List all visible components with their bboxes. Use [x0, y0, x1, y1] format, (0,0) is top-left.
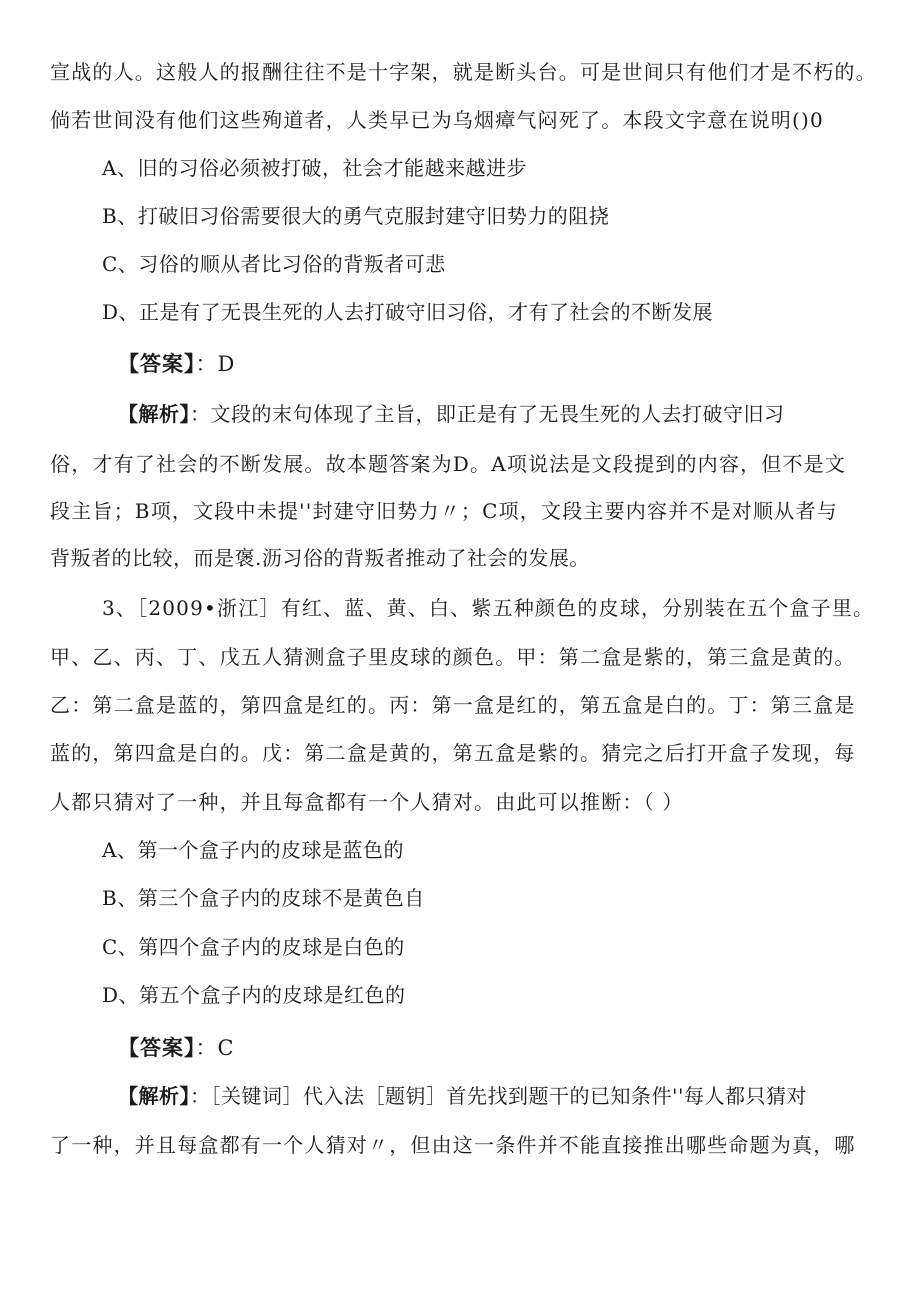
paragraph-line: 倘若世间没有他们这些殉道者，人类早已为乌烟瘴气闷死了。本段文字意在说明()0 — [50, 108, 824, 132]
option-a: A、第一个盒子内的皮球是蓝色的 — [102, 838, 404, 862]
option-a: A、旧的习俗必须被打破，社会才能越来越进步 — [102, 156, 527, 180]
analysis-text: ：［关键词］代入法［题钥］首先找到题干的已知条件''每人都只猜对 — [190, 1084, 807, 1108]
analysis-line: 俗，才有了社会的不断发展。故本题答案为D。A项说法是文段提到的内容，但不是文 — [50, 452, 847, 476]
question-line: 乙：第二盒是蓝的，第四盒是红的。丙：第一盒是红的，第五盒是白的。丁：第三盒是 — [50, 693, 856, 717]
option-b: B、第三个盒子内的皮球不是黄色自 — [102, 886, 425, 910]
analysis-text: ：文段的末句体现了主旨，即正是有了无畏生死的人去打破守旧习 — [190, 402, 785, 426]
question-line: 蓝的，第四盒是白的。戊：第二盒是黄的，第五盒是紫的。猜完之后打开盒子发现，每 — [50, 741, 856, 765]
question-line: 人都只猜对了一种，并且每盒都有一个人猜对。由此可以推断：（ ） — [50, 790, 684, 814]
answer-value: ：D — [195, 352, 236, 376]
option-b: B、打破旧习俗需要很大的勇气克服封建守旧势力的阻挠 — [102, 204, 610, 228]
analysis-line: 背叛者的比较，而是褒.沥习俗的背叛者推动了社会的发展。 — [50, 546, 590, 570]
answer-value: ：C — [195, 1036, 235, 1060]
question-line: 3、［2009•浙江］有红、蓝、黄、白、紫五种颜色的皮球，分别装在五个盒子里。 — [102, 596, 875, 620]
option-d: D、正是有了无畏生死的人去打破守旧习俗，才有了社会的不断发展 — [102, 300, 714, 324]
analysis-label: 【解析】 — [118, 1084, 190, 1108]
analysis-line: 段主旨；B项，文段中未提''封建守旧势力〃；C项，文段主要内容并不是对顺从者与 — [50, 499, 838, 523]
analysis-label: 【解析】 — [118, 402, 190, 426]
option-d: D、第五个盒子内的皮球是红色的 — [102, 983, 406, 1007]
option-c: C、第四个盒子内的皮球是白色的 — [102, 935, 405, 959]
analysis-line: 了一种，并且每盒都有一个人猜对〃，但由这一条件并不能直接推出哪些命题为真，哪 — [50, 1133, 856, 1157]
analysis-line — [118, 1082, 807, 1110]
answer-line — [118, 350, 235, 378]
answer-label: 【答案】 — [118, 1036, 196, 1060]
option-c: C、习俗的顺从者比习俗的背叛者可悲 — [102, 252, 446, 276]
paragraph-line: 宣战的人。这般人的报酬往往不是十字架，就是断头台。可是世间只有他们才是不朽的。 — [50, 60, 877, 84]
answer-line — [118, 1034, 235, 1062]
answer-label: 【答案】 — [118, 352, 196, 376]
analysis-line — [118, 400, 785, 428]
question-line: 甲、乙、丙、丁、戊五人猜测盒子里皮球的颜色。甲：第二盒是紫的，第三盒是黄的。 — [50, 645, 856, 669]
